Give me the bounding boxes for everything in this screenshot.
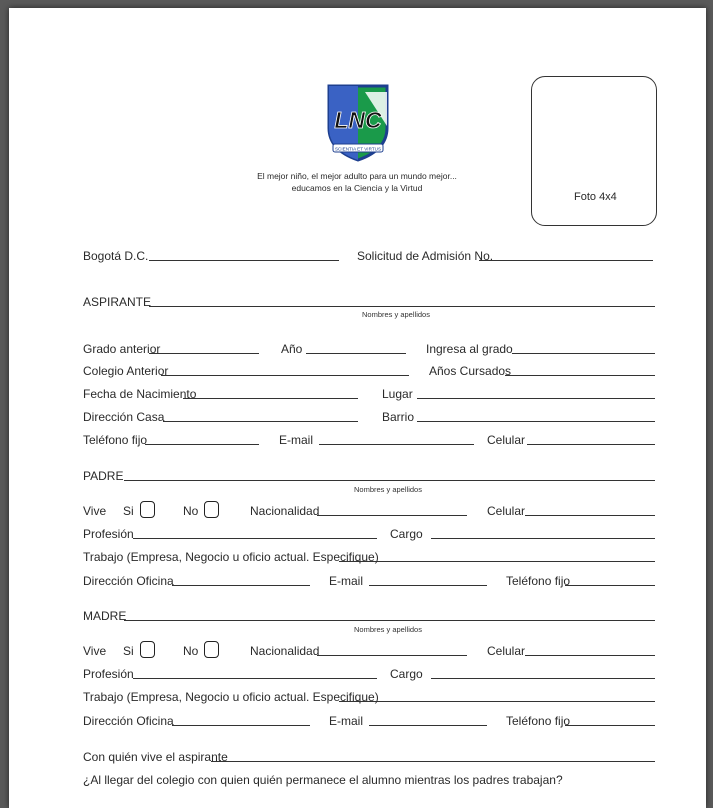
madre-telefono-field[interactable] xyxy=(565,725,655,726)
email-field[interactable] xyxy=(319,444,474,445)
padre-cargo-label: Cargo xyxy=(390,527,423,541)
celular-field[interactable] xyxy=(527,444,655,445)
barrio-field[interactable] xyxy=(417,421,655,422)
padre-celular-label: Celular xyxy=(487,504,526,518)
madre-no-checkbox[interactable] xyxy=(204,641,219,658)
padre-names-hint: Nombres y apellidos xyxy=(354,485,422,494)
anio-field[interactable] xyxy=(306,353,406,354)
anios-cursados-field[interactable] xyxy=(505,375,655,376)
padre-title: PADRE xyxy=(83,469,124,483)
colegio-label: Colegio Anterior xyxy=(83,364,169,378)
madre-profesion-label: Profesión xyxy=(83,667,134,681)
padre-email-field[interactable] xyxy=(369,585,487,586)
padre-nacionalidad-label: Nacionalidad xyxy=(250,504,320,518)
madre-title: MADRE xyxy=(83,609,127,623)
celular-label: Celular xyxy=(487,433,526,447)
lugar-label: Lugar xyxy=(382,387,413,401)
city-label: Bogotá D.C. xyxy=(83,249,149,263)
grado-anterior-label: Grado anterior xyxy=(83,342,161,356)
madre-email-field[interactable] xyxy=(369,725,487,726)
admission-number-field[interactable] xyxy=(479,260,653,261)
form-page xyxy=(9,8,706,808)
photo-label: Foto 4x4 xyxy=(574,191,617,203)
padre-dir-oficina-field[interactable] xyxy=(172,585,310,586)
anio-label: Año xyxy=(281,342,303,356)
school-logo xyxy=(325,82,391,164)
direccion-field[interactable] xyxy=(163,421,358,422)
vive-con-label: Con quién vive el aspirante xyxy=(83,750,228,764)
padre-dir-oficina-label: Dirección Oficina xyxy=(83,574,174,588)
photo-box[interactable] xyxy=(531,76,657,226)
madre-vive-label: Vive xyxy=(83,644,107,658)
padre-trabajo-field[interactable] xyxy=(339,561,655,562)
madre-cargo-label: Cargo xyxy=(390,667,423,681)
madre-si-label: Si xyxy=(123,644,134,658)
madre-si-checkbox[interactable] xyxy=(140,641,155,658)
padre-profesion-field[interactable] xyxy=(133,538,377,539)
direccion-label: Dirección Casa xyxy=(83,410,165,424)
padre-telefono-label: Teléfono fijo xyxy=(506,574,571,588)
madre-cargo-field[interactable] xyxy=(431,678,655,679)
padre-celular-field[interactable] xyxy=(525,515,655,516)
email-label: E-mail xyxy=(279,433,314,447)
madre-no-label: No xyxy=(183,644,199,658)
date-field[interactable] xyxy=(149,260,339,261)
madre-trabajo-field[interactable] xyxy=(339,701,655,702)
madre-names-hint: Nombres y apellidos xyxy=(354,625,422,634)
grado-anterior-field[interactable] xyxy=(149,353,259,354)
padre-si-label: Si xyxy=(123,504,134,518)
padre-name-field[interactable] xyxy=(124,480,655,481)
madre-email-label: E-mail xyxy=(329,714,364,728)
padre-no-checkbox[interactable] xyxy=(204,501,219,518)
padre-cargo-field[interactable] xyxy=(431,538,655,539)
madre-telefono-label: Teléfono fijo xyxy=(506,714,571,728)
ingresa-label: Ingresa al grado xyxy=(426,342,513,356)
padre-si-checkbox[interactable] xyxy=(140,501,155,518)
madre-celular-label: Celular xyxy=(487,644,526,658)
aspirante-title: ASPIRANTE xyxy=(83,295,152,309)
padre-telefono-field[interactable] xyxy=(565,585,655,586)
madre-dir-oficina-field[interactable] xyxy=(172,725,310,726)
tagline-line-2: educamos en la Ciencia y la Virtud xyxy=(291,183,423,193)
aspirante-names-hint: Nombres y apellidos xyxy=(362,310,430,319)
padre-email-label: E-mail xyxy=(329,574,364,588)
padre-profesion-label: Profesión xyxy=(83,527,134,541)
ingresa-field[interactable] xyxy=(512,353,655,354)
logo-motto: SCIENTIA ET VIRTUS xyxy=(334,146,382,152)
madre-profesion-field[interactable] xyxy=(133,678,377,679)
fecha-nac-label: Fecha de Nacimiento xyxy=(83,387,197,401)
anios-cursados-label: Años Cursados xyxy=(429,364,512,378)
padre-trabajo-label: Trabajo (Empresa, Negocio u oficio actual. Especifique) xyxy=(83,550,379,564)
padre-no-label: No xyxy=(183,504,199,518)
aspirante-name-field[interactable] xyxy=(149,306,655,307)
admission-label: Solicitud de Admisión No. xyxy=(357,249,494,263)
madre-trabajo-label: Trabajo (Empresa, Negocio u oficio actual. Especifique) xyxy=(83,690,379,704)
madre-nacionalidad-field[interactable] xyxy=(317,655,467,656)
lugar-field[interactable] xyxy=(417,398,655,399)
madre-name-field[interactable] xyxy=(124,620,655,621)
madre-nacionalidad-label: Nacionalidad xyxy=(250,644,320,658)
logo-text: LNC xyxy=(334,107,382,133)
tagline-line-1: El mejor niño, el mejor adulto para un mundo mejor... xyxy=(257,171,457,181)
telefono-label: Teléfono fijo xyxy=(83,433,148,447)
colegio-field[interactable] xyxy=(161,375,409,376)
permanece-question: ¿Al llegar del colegio con quien quién permanece el alumno mientras los padres trabajan? xyxy=(83,773,563,787)
madre-celular-field[interactable] xyxy=(525,655,655,656)
padre-vive-label: Vive xyxy=(83,504,107,518)
fecha-nac-field[interactable] xyxy=(183,398,358,399)
telefono-field[interactable] xyxy=(145,444,259,445)
madre-dir-oficina-label: Dirección Oficina xyxy=(83,714,174,728)
barrio-label: Barrio xyxy=(382,410,415,424)
padre-nacionalidad-field[interactable] xyxy=(317,515,467,516)
vive-con-field[interactable] xyxy=(211,761,655,762)
